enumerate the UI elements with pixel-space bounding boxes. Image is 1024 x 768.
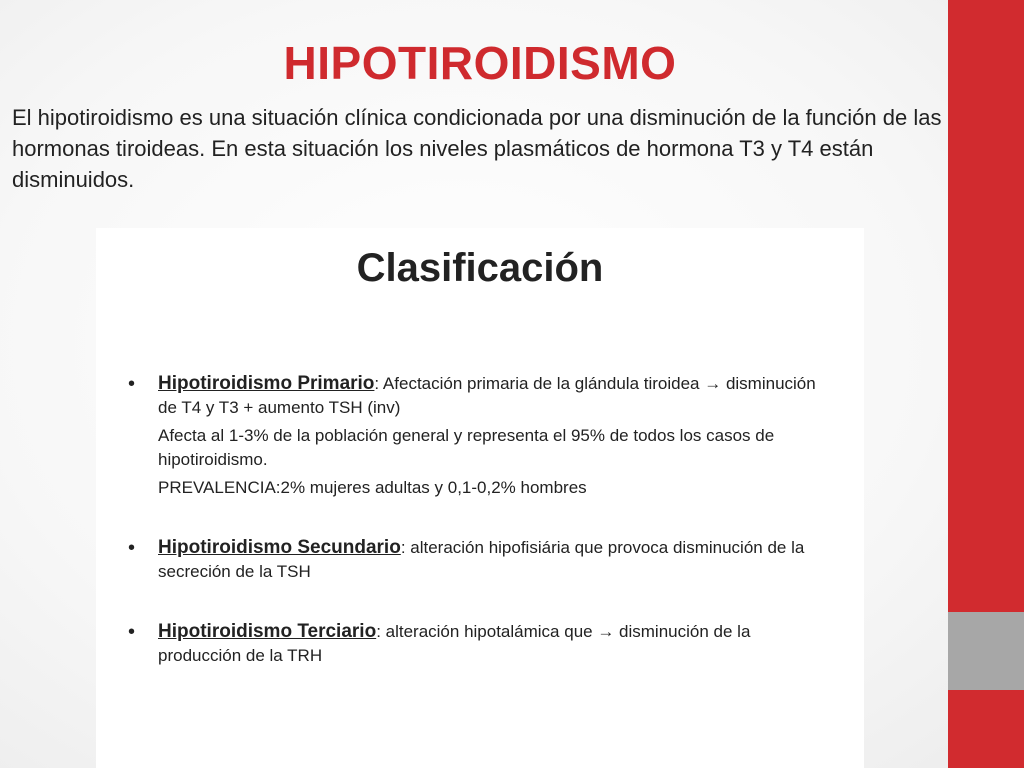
slide-title: HIPOTIROIDISMO <box>283 37 677 89</box>
side-bar-gray <box>948 612 1024 690</box>
side-bar-red-top <box>948 0 1024 612</box>
bullet-dot-icon: • <box>128 373 136 395</box>
intro-paragraph: El hipotiroidismo es una situación clínica condicionada por una disminución de la función de las hormonas tiroideas. En esta situación los niveles plasmáticos de hormona T3 y T4 están disminuidos. <box>12 105 942 192</box>
list-item-primario <box>126 372 826 500</box>
bullet-dot-icon: • <box>128 537 136 559</box>
desc-secundario: : alteración hipofisiária que provoca disminución de la secreción de la TSH <box>158 538 805 581</box>
list-item-secundario <box>126 536 826 584</box>
list-item-terciario <box>126 620 826 668</box>
desc-primario: : Afectación primaria de la glándula tiroidea → disminución de T4 y T3 + aumento TSH (inv) <box>158 374 816 417</box>
bullet-dot-icon: • <box>128 621 136 643</box>
classification-panel <box>96 228 864 768</box>
primario-affects: Afecta al 1-3% de la población general y representa el 95% de todos los casos de hipotiroidismo. <box>158 426 775 469</box>
term-primario: Hipotiroidismo Primario <box>158 373 375 394</box>
side-bar-red-bottom <box>948 690 1024 768</box>
classification-list <box>126 372 826 668</box>
term-terciario: Hipotiroidismo Terciario <box>158 621 377 642</box>
primario-prevalence: PREVALENCIA:2% mujeres adultas y 0,1-0,2% hombres <box>158 478 587 497</box>
decorative-side-bar <box>948 0 1024 768</box>
classification-heading: Clasificación <box>356 246 604 290</box>
desc-terciario: : alteración hipotalámica que → disminución de la producción de la TRH <box>158 622 751 665</box>
term-secundario: Hipotiroidismo Secundario <box>158 537 401 558</box>
